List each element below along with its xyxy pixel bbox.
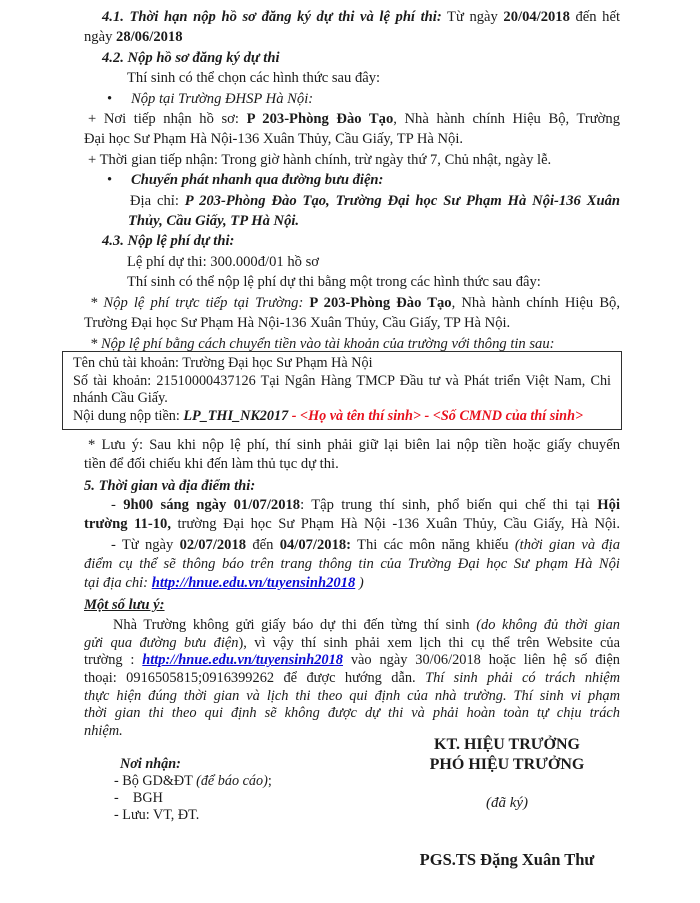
text-segment: 4.1. Thời hạn nộp hồ sơ đăng ký dự thi và lệ phí thi:	[102, 9, 442, 25]
text-segment: * Nộp lệ phí bằng cách chuyển tiền vào tài khoản của trường với thông tin sau:	[90, 335, 555, 352]
postal-address-line	[130, 191, 620, 211]
text-segment: Thi các môn năng khiếu	[351, 537, 515, 554]
text-segment: 4.3. Nộp lệ phí dự thi:	[102, 233, 235, 250]
notes-line-6	[84, 705, 620, 723]
text-segment: -	[111, 497, 124, 514]
text-segment: ;	[267, 773, 272, 789]
bullet-icon: •	[107, 90, 113, 107]
text-segment: trường 11-10,	[84, 516, 171, 533]
text-segment: tại địa chỉ:	[84, 575, 152, 592]
text-segment: điểm cụ thể sẽ thông báo trên trang thông tin của Trường Đại học Sư phạm Hà Nội	[84, 556, 620, 573]
text-segment: tiền để đối chiếu khi đến làm thủ tục dự thi.	[84, 456, 339, 473]
text-segment: , Nhà hành chính Hiệu Bộ, Trường	[393, 111, 620, 128]
section-4-2-heading	[102, 48, 620, 68]
notes-paragraph	[84, 617, 620, 740]
deadline-line-2	[84, 27, 620, 47]
exam-dates-line-2	[84, 555, 620, 574]
signer-name	[352, 850, 662, 870]
registration-section	[84, 7, 620, 354]
signed-note	[352, 793, 662, 813]
text-segment: ngày	[84, 29, 117, 46]
text-segment: Số tài khoản: 21510000437126 Tại Ngân Hàng TMCP Đầu tư và Phát triển Việt Nam, Chi	[73, 372, 611, 389]
text-segment: ), vì vậy thí sinh phải xem lịch thi cụ thể trên Website của	[238, 634, 620, 651]
section-5-heading	[84, 477, 620, 496]
notes-line-4	[84, 670, 620, 688]
text-segment: - Lưu: VT, ĐT.	[114, 807, 200, 823]
account-number-line-2	[73, 390, 611, 408]
gathering-line	[111, 496, 620, 515]
text-segment: Trường Đại học Sư Phạm Hà Nội-136 Xuân Thủy, Cầu Giấy, TP Hà Nội.	[84, 315, 511, 332]
fee-direct-line	[90, 293, 620, 313]
text-segment: (để báo cáo)	[196, 773, 268, 789]
text-segment: PHÓ HIỆU TRƯỞNG	[429, 756, 585, 773]
signer-title-authority	[352, 735, 662, 755]
gathering-line-2	[84, 515, 620, 534]
notes-heading	[84, 596, 620, 615]
receipt-note-line-2	[84, 455, 620, 474]
text-segment: Nội dung nộp tiền:	[73, 407, 184, 424]
text-segment: + Thời gian tiếp nhận: Trong giờ hành chính, trừ ngày thứ 7, Chủ nhật, ngày lễ.	[88, 151, 552, 168]
text-segment: LP_THI_NK2017	[183, 407, 289, 424]
transfer-note-line	[73, 408, 611, 426]
recipients-heading	[120, 756, 374, 773]
text-segment: P 203-Phòng Đào Tạo	[309, 294, 452, 311]
text-segment: nhiệm.	[84, 722, 123, 739]
text-segment: (đã ký)	[485, 795, 529, 811]
signature-block	[352, 735, 662, 870]
text-segment: (thời gian và địa	[514, 537, 621, 554]
exam-dates-line-3	[84, 574, 620, 593]
bullet-direct-submit	[84, 89, 620, 109]
text-segment: KT. HIỆU TRƯỞNG	[434, 736, 580, 753]
notes-line-3	[84, 652, 620, 670]
tuyensinh-link[interactable]: http://hnue.edu.vn/tuyensinh2018	[142, 652, 343, 669]
text-segment: * Lưu ý: Sau khi nộp lệ phí, thí sinh phải giữ lại biên lai nộp tiền hoặc giấy chuyển	[88, 437, 620, 454]
intro-line	[127, 68, 620, 88]
text-segment: trường Đại học Sư Phạm Hà Nội -136 Xuân Thủy, Cầu Giấy, Hà Nội.	[170, 516, 620, 533]
fee-direct-line-2	[84, 313, 620, 333]
receive-place-line-2	[84, 129, 620, 149]
text-segment: Thủy, Cầu Giấy, TP Hà Nội.	[128, 213, 300, 230]
text-segment: thời gian thi theo qui định sẽ không được dự thi và phải hoàn toàn tự chịu trách	[84, 705, 620, 722]
text-segment: nhánh Cầu Giấy.	[73, 390, 168, 407]
text-segment: 04/07/2018:	[279, 537, 352, 554]
notes-line-2	[84, 635, 620, 653]
text-segment: vào ngày 30/06/2018 hoặc liên hệ số điện	[343, 652, 620, 669]
notes-line-1	[113, 617, 620, 635]
text-segment: - Bộ GD&ĐT	[114, 773, 197, 789]
schedule-section	[84, 436, 620, 615]
account-number-line	[73, 373, 611, 391]
text-segment: Lệ phí dự thi: 300.000đ/01 hồ sơ	[127, 253, 319, 270]
fee-intro-line	[127, 272, 620, 292]
deadline-line	[102, 7, 620, 27]
text-segment: - BGH	[114, 790, 163, 806]
text-segment: Đại học Sư Phạm Hà Nội-136 Xuân Thủy, Cầu Giấy, TP Hà Nội.	[84, 131, 464, 148]
text-segment: PGS.TS Đặng Xuân Thư	[419, 850, 595, 869]
text-segment: trường :	[84, 652, 143, 669]
notes-line-5	[84, 688, 620, 706]
text-segment: Chuyển phát nhanh qua đường bưu điện:	[131, 172, 384, 189]
text-segment: + Nơi tiếp nhận hồ sơ:	[88, 111, 247, 128]
text-segment: Nộp tại Trường ĐHSP Hà Nội:	[131, 90, 314, 107]
text-segment: Thí sinh có thể chọn các hình thức sau đây:	[127, 70, 381, 87]
account-holder-line	[73, 355, 611, 373]
recipient-item-luu	[114, 807, 374, 824]
receipt-note-line	[88, 436, 620, 455]
text-segment: : Tập trung thí sinh, phổ biến qui chế thi tại	[300, 497, 598, 514]
text-segment: - Từ ngày	[111, 537, 180, 554]
text-segment: Địa chỉ:	[130, 192, 185, 209]
text-segment: gửi qua đường bưu điện	[84, 634, 239, 651]
text-segment: Thí sinh có thể nộp lệ phí dự thi bằng một trong các hình thức sau đây:	[127, 274, 541, 291]
recipient-item-bgh	[114, 790, 374, 807]
bank-info-box	[62, 351, 622, 430]
postal-address-line-2	[128, 211, 620, 231]
text-segment: 28/06/2018	[116, 29, 183, 46]
text-segment: (do không đủ thời gian	[476, 617, 621, 634]
receive-place-line	[88, 109, 620, 129]
text-segment: * Nộp lệ phí trực tiếp tại Trường:	[90, 294, 310, 311]
text-segment: Hội	[597, 497, 620, 514]
text-segment: P 203-Phòng Đào Tạo	[246, 111, 394, 128]
signer-title-role	[352, 755, 662, 775]
text-segment: 4.2. Nộp hồ sơ đăng ký dự thi	[102, 49, 280, 66]
text-segment: Nhà Trường không gửi giấy báo dự thi đến từng thí sinh	[113, 617, 477, 634]
text-segment: đến	[246, 537, 280, 554]
exam-dates-line	[111, 536, 620, 555]
text-segment: P 203-Phòng Đào Tạo, Trường Đại học Sư Phạm Hà Nội-136 Xuân	[184, 192, 620, 209]
text-segment: - <Họ và tên thí sinh> - <Số CMND của thí sinh>	[288, 407, 584, 424]
text-segment: 20/04/2018	[503, 9, 570, 25]
bullet-postal	[84, 170, 620, 190]
text-segment: , Nhà hành chính Hiệu Bộ,	[451, 294, 620, 311]
text-segment: 5. Thời gian và địa điểm thi:	[84, 478, 256, 495]
text-segment: Từ ngày	[441, 9, 504, 25]
text-segment: Nơi nhận:	[120, 756, 181, 772]
text-segment: 02/07/2018	[179, 537, 247, 554]
text-segment: Một số lưu ý:	[84, 597, 165, 614]
text-segment: thoại: 0916505815;0916399262 để được hướng dẫn.	[84, 670, 426, 687]
text-segment: thực hiện đúng thời gian và lịch thi theo qui định của nhà trường. Thí sinh vi phạm	[84, 687, 620, 704]
text-segment: 9h00 sáng ngày 01/07/2018	[123, 497, 301, 514]
text-segment: )	[355, 575, 364, 592]
text-segment: Tên chủ tài khoản: Trường Đại học Sư Phạm Hà Nội	[73, 354, 373, 371]
section-4-3-heading	[102, 231, 620, 251]
tuyensinh-link[interactable]: http://hnue.edu.vn/tuyensinh2018	[151, 575, 356, 592]
text-segment: đến hết	[569, 9, 621, 25]
receive-time-line	[88, 150, 620, 170]
fee-transfer-line	[90, 334, 620, 354]
recipient-item-moet	[114, 773, 374, 790]
fee-amount-line	[127, 252, 620, 272]
bullet-icon: •	[107, 172, 113, 189]
text-segment: Thí sinh phải có trách nhiệm	[425, 670, 620, 687]
recipients-block	[114, 756, 374, 824]
